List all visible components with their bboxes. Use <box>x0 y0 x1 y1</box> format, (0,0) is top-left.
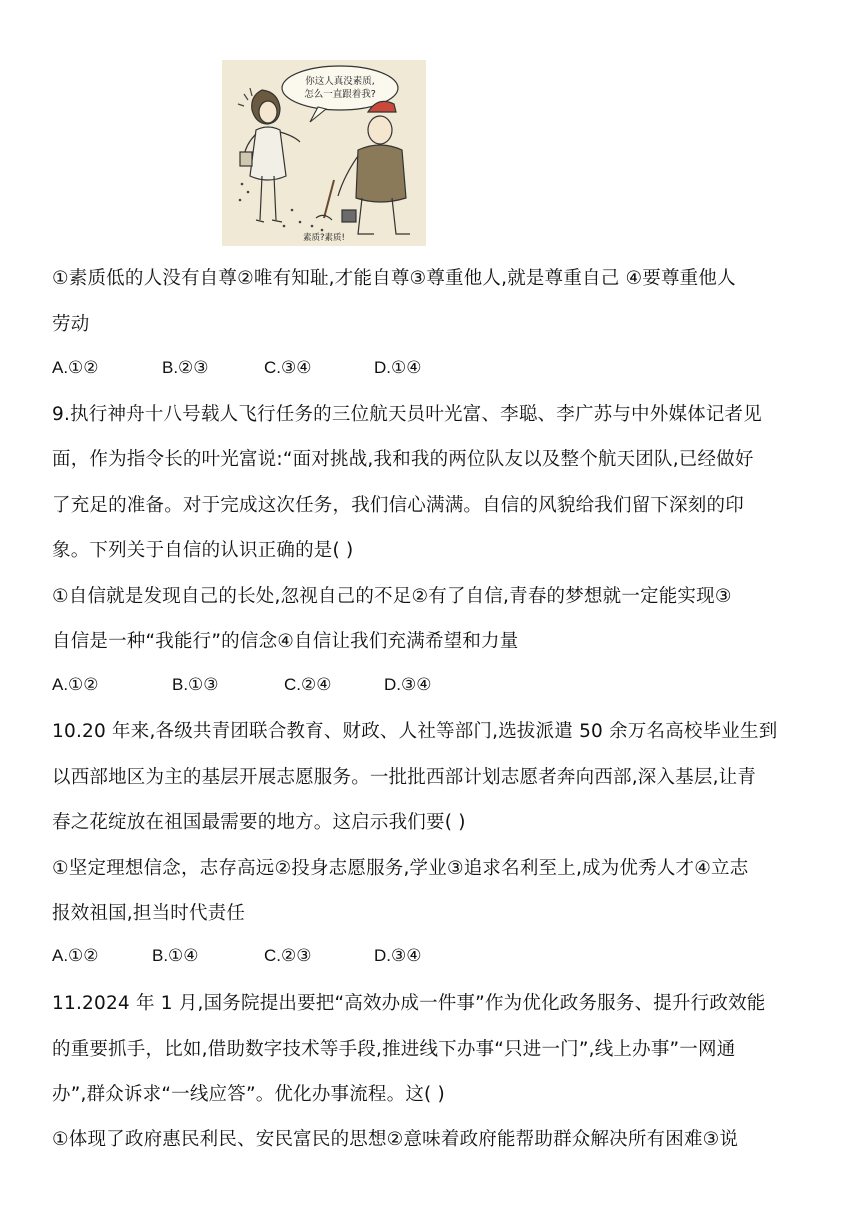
q11-stem-line-1: 11.2024 年 1 月,国务院提出要把“高效办成一件事”作为优化政务服务、提升行政效能 <box>52 993 766 1014</box>
q9-stem-line-1: 9.执行神舟十八号载人飞行任务的三位航天员叶光富、李聪、李广苏与中外媒体记者见 <box>52 404 762 425</box>
cartoon-drawing <box>222 60 426 246</box>
q8-option-b[interactable]: B.②③ <box>162 358 209 377</box>
q8-statements-line-1: ①素质低的人没有自尊②唯有知耻,才能自尊③尊重他人,就是尊重自己 ④要尊重他人 <box>52 268 736 289</box>
q10-stem-line-3: 春之花绽放在祖国最需要的地方。这启示我们要( ) <box>52 812 466 833</box>
q10-stem-line-1: 10.20 年来,各级共青团联合教育、财政、人社等部门,选拔派遣 50 余万名高校毕业生到 <box>52 721 778 742</box>
q8-option-c[interactable]: C.③④ <box>264 358 312 377</box>
q10-stem-line-2: 以西部地区为主的基层开展志愿服务。一批批西部计划志愿者奔向西部,深入基层,让青 <box>52 767 757 788</box>
q9-option-c[interactable]: C.②④ <box>284 675 332 694</box>
speech-line-2: 怎么一直跟着我? <box>304 89 376 100</box>
q9-stem-line-2: 面，作为指令长的叶光富说:“面对挑战,我和我的两位队友以及整个航天团队,已经做好 <box>52 449 754 470</box>
q9-option-d[interactable]: D.③④ <box>384 675 432 694</box>
q10-options <box>52 946 812 970</box>
q11-stem-line-3: 办”,群众诉求“一线应答”。优化办事流程。这( ) <box>52 1084 445 1105</box>
q10-statements-line-2: 报效祖国,担当时代责任 <box>52 903 246 924</box>
q9-option-b[interactable]: B.①③ <box>172 675 219 694</box>
q11-statements-line-1: ①体现了政府惠民利民、安民富民的思想②意味着政府能帮助群众解决所有困难③说 <box>52 1129 739 1150</box>
q9-stem-line-4: 象。下列关于自信的认识正确的是( ) <box>52 540 354 561</box>
q11-stem-line-2: 的重要抓手，比如,借助数字技术等手段,推进线下办事“只进一门”,线上办事”一网通 <box>52 1039 736 1060</box>
q10-option-d[interactable]: D.③④ <box>374 946 422 965</box>
q9-options <box>52 675 812 699</box>
speech-line-1: 你这人真没素质, <box>305 76 375 87</box>
q8-options <box>52 358 812 382</box>
cartoon-caption: 素质?素质! <box>303 233 345 243</box>
q10-option-c[interactable]: C.②③ <box>264 946 312 965</box>
q9-statements-line-2: 自信是一种“我能行”的信念④自信让我们充满希望和力量 <box>52 631 519 652</box>
q8-option-d[interactable]: D.①④ <box>374 358 422 377</box>
q8-statements-line-2: 劳动 <box>52 314 90 335</box>
q9-stem-line-3: 了充足的准备。对于完成这次任务，我们信心满满。自信的风貌给我们留下深刻的印 <box>52 495 744 516</box>
q8-option-a[interactable]: A.①② <box>52 358 99 377</box>
q10-option-b[interactable]: B.①④ <box>152 946 199 965</box>
q10-option-a[interactable]: A.①② <box>52 946 99 965</box>
q9-option-a[interactable]: A.①② <box>52 675 99 694</box>
q10-statements-line-1: ①坚定理想信念，志存高远②投身志愿服务,学业③追求名利至上,成为优秀人才④立志 <box>52 858 749 879</box>
q9-statements-line-1: ①自信就是发现自己的长处,忽视自己的不足②有了自信,青春的梦想就一定能实现③ <box>52 586 732 607</box>
cartoon-illustration <box>222 60 426 246</box>
